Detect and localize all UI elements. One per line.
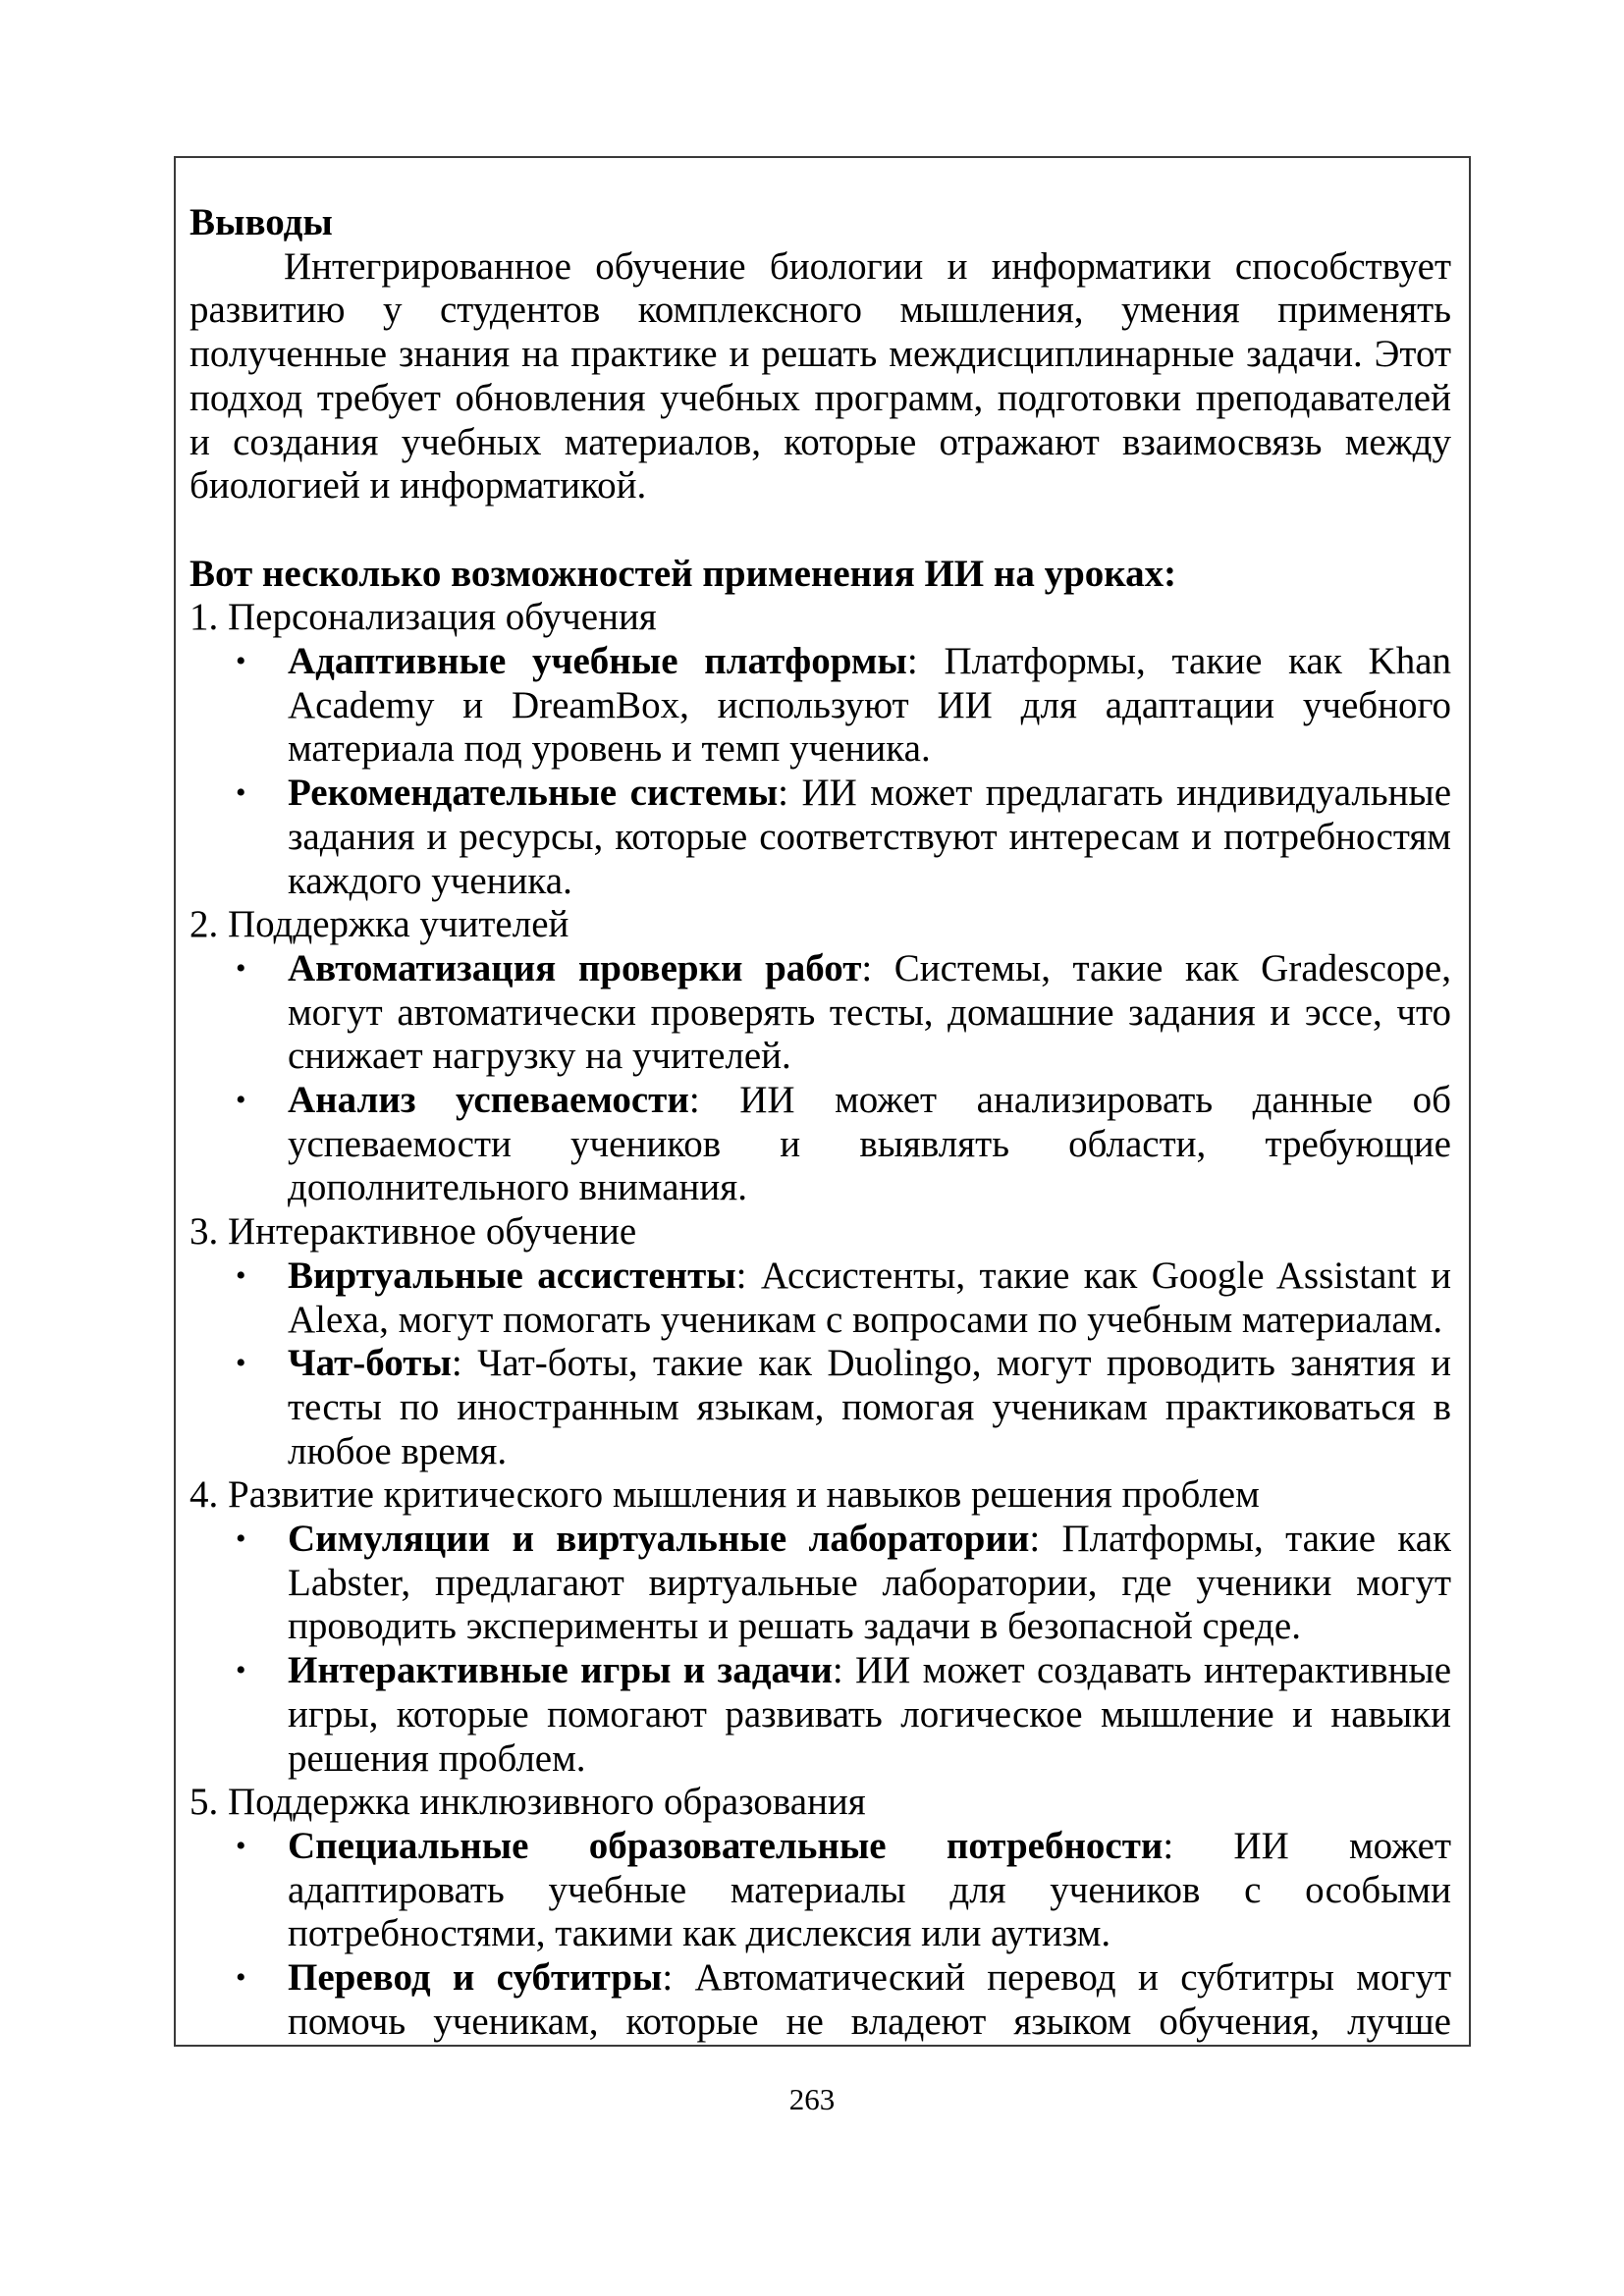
list-item bbox=[189, 947, 1451, 1079]
list-item bbox=[189, 1255, 1451, 1342]
item-text: : Платформы, такие как Khan Academy и DreamBox, используют ИИ для адаптации учебного материала под уровень и темп ученика. bbox=[288, 640, 1452, 771]
item-term: Симуляции и виртуальные лаборатории bbox=[288, 1518, 1030, 1561]
bullet-icon: • bbox=[236, 1347, 246, 1380]
item-text: : Системы, такие как Gradescope, могут автоматически проверять тесты, домашние задания и эссе, что снижает нагрузку на учителей. bbox=[288, 946, 1451, 1078]
page-number: 263 bbox=[788, 2082, 836, 2116]
item-text: : Платформы, такие как Labster, предлагают виртуальные лаборатории, где ученики могут проводить эксперименты и решать задачи в безопасной среде. bbox=[288, 1518, 1451, 1648]
list-item bbox=[189, 1956, 1451, 2044]
group-title: 5. Поддержка инклюзивного образования bbox=[189, 1781, 866, 1824]
ai-group-4 bbox=[189, 1473, 1451, 1781]
item-text: : ИИ может предлагать индивидуальные задания и ресурсы, которые соответствуют интересам и потребностям каждого ученика. bbox=[288, 772, 1452, 902]
item-term: Рекомендательные системы bbox=[288, 772, 779, 815]
ai-group-2 bbox=[189, 903, 1451, 1210]
item-term: Анализ успеваемости bbox=[288, 1079, 689, 1122]
bullet-list bbox=[189, 1518, 1451, 1781]
item-term: Специальные образовательные потребности bbox=[288, 1825, 1164, 1867]
list-item bbox=[189, 1342, 1451, 1473]
bullet-icon: • bbox=[236, 1084, 246, 1117]
item-term: Виртуальные ассистенты bbox=[288, 1254, 736, 1297]
bullet-icon: • bbox=[236, 1961, 246, 1995]
bullet-list bbox=[189, 1255, 1451, 1474]
item-term: Автоматизация проверки работ bbox=[288, 946, 862, 989]
item-text: : Ассистенты, такие как Google Assistant и Alexa, могут помогать ученикам с вопросами по учебным материалам. bbox=[288, 1254, 1451, 1341]
item-text: : Чат-боты, такие как Duolingo, могут проводить занятия и тесты по иностранным языкам, помогая ученикам практиковаться в любое время. bbox=[288, 1342, 1451, 1472]
list-item bbox=[189, 1825, 1451, 1956]
ai-section-heading: Вот несколько возможностей применения ИИ на уроках: bbox=[189, 552, 1177, 595]
group-title: 4. Развитие критического мышления и навыков решения проблем bbox=[189, 1473, 1260, 1517]
conclusions-heading: Выводы bbox=[189, 201, 333, 243]
group-title: 1. Персонализация обучения bbox=[189, 596, 657, 639]
bullet-list bbox=[189, 1825, 1451, 2045]
bullet-list bbox=[189, 640, 1451, 903]
item-text: : ИИ может создавать интерактивные игры, которые помогают развивать логическое мышление и навыки решения проблем. bbox=[288, 1649, 1452, 1780]
item-term: Адаптивные учебные платформы bbox=[288, 640, 907, 683]
page-content bbox=[189, 201, 1451, 2045]
item-term: Перевод и субтитры bbox=[288, 1956, 663, 2000]
group-title: 3. Интерактивное обучение bbox=[189, 1210, 637, 1254]
bullet-icon: • bbox=[236, 1830, 246, 1862]
bullet-list bbox=[189, 947, 1451, 1210]
conclusions-paragraph: Интегрированное обучение биологии и информатики способствует развитию у студентов комплексного мышления, умения применять полученные знания на практике и решать междисциплинарные задачи. Этот подход требует обновления учебных программ, подготовки преподавателей и создания учебных материалов, которые отражают взаимосвязь между биологией и информатикой. bbox=[189, 244, 1451, 507]
bullet-icon: • bbox=[236, 1654, 246, 1687]
list-item bbox=[189, 772, 1451, 903]
bullet-icon: • bbox=[236, 1258, 246, 1292]
ai-group-1 bbox=[189, 596, 1451, 903]
list-item bbox=[189, 1079, 1451, 1210]
item-text: : ИИ может адаптировать учебные материалы для учеников с особыми потребностями, такими как дислексия или аутизм. bbox=[288, 1825, 1451, 1955]
list-item bbox=[189, 1518, 1451, 1649]
bullet-icon: • bbox=[236, 645, 246, 678]
bullet-icon: • bbox=[236, 1522, 246, 1556]
bullet-icon: • bbox=[236, 951, 246, 985]
bullet-icon: • bbox=[236, 776, 246, 810]
ai-group-3 bbox=[189, 1210, 1451, 1473]
item-text: : ИИ может анализировать данные об успеваемости учеников и выявлять области, требующие дополнительного внимания. bbox=[288, 1079, 1451, 1209]
ai-group-5 bbox=[189, 1781, 1451, 2044]
item-term: Чат-боты bbox=[288, 1342, 452, 1385]
list-item bbox=[189, 640, 1451, 772]
group-title: 2. Поддержка учителей bbox=[189, 903, 569, 946]
spacer bbox=[189, 508, 1451, 553]
item-term: Интерактивные игры и задачи bbox=[288, 1649, 833, 1692]
list-item bbox=[189, 1649, 1451, 1781]
item-text: : Автоматический перевод и субтитры могут помочь ученикам, которые не владеют языком обучения, лучше bbox=[288, 1956, 1452, 2043]
